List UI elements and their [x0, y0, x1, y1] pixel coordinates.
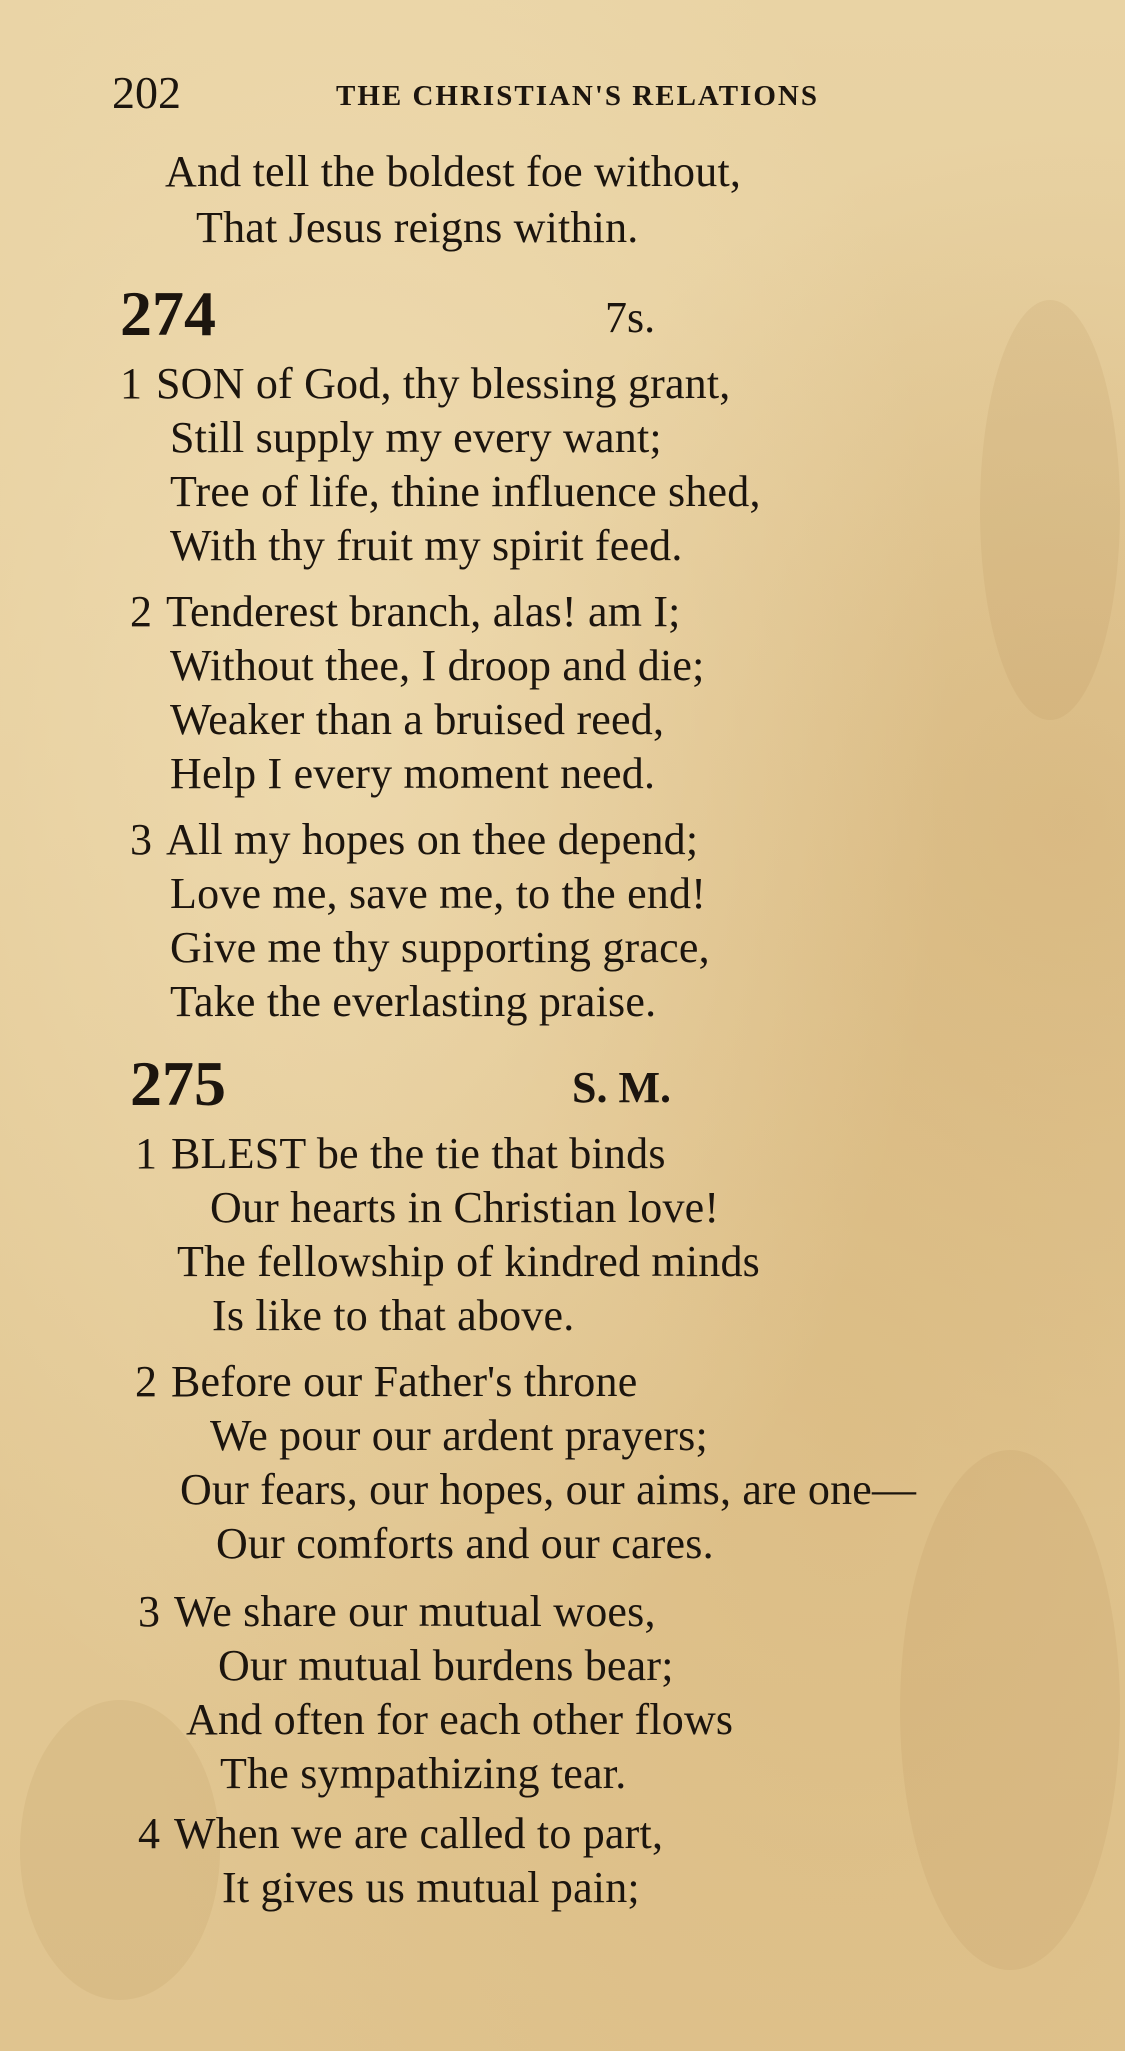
verse-line: Our mutual burdens bear;	[218, 1641, 674, 1690]
running-title: THE CHRISTIAN'S RELATIONS	[336, 80, 819, 112]
hymn-meter: S. M.	[572, 1063, 671, 1112]
hymn-number: 275	[130, 1048, 226, 1119]
verse-number: 4	[138, 1809, 161, 1858]
verse-line: BLEST be the tie that binds	[171, 1129, 666, 1178]
paper-stain	[900, 1450, 1120, 1970]
verse-line: And often for each other flows	[186, 1695, 734, 1744]
verse-line: Still supply my every want;	[170, 413, 662, 462]
hymn-number: 274	[120, 278, 216, 349]
verse-number: 1	[120, 359, 143, 408]
verse-line: Is like to that above.	[212, 1291, 575, 1340]
verse-line: Weaker than a bruised reed,	[170, 695, 665, 744]
verse-number: 2	[130, 587, 153, 636]
verse-line: Tenderest branch, alas! am I;	[166, 587, 681, 636]
verse-line: Before our Father's throne	[171, 1357, 638, 1406]
verse-first-line	[130, 815, 699, 864]
verse-line: Our fears, our hopes, our aims, are one—	[180, 1465, 917, 1514]
verse-line: When we are called to part,	[174, 1809, 664, 1858]
paper-stain	[980, 300, 1120, 720]
verse-line: Our comforts and our cares.	[216, 1519, 714, 1568]
verse-line: Give me thy supporting grace,	[170, 923, 710, 972]
verse-line: SON of God, thy blessing grant,	[156, 359, 731, 408]
verse-line: The fellowship of kindred minds	[177, 1237, 760, 1286]
verse-line: All my hopes on thee depend;	[166, 815, 699, 864]
verse-number: 3	[138, 1587, 161, 1636]
verse-first-line	[120, 359, 731, 408]
hymn-meter: 7s.	[605, 293, 656, 342]
page-number: 202	[112, 67, 181, 118]
verse-line: Love me, save me, to the end!	[170, 869, 707, 918]
verse-line: We share our mutual woes,	[174, 1587, 656, 1636]
verse-line: The sympathizing tear.	[220, 1749, 627, 1798]
verse-first-line	[138, 1809, 664, 1858]
verse-first-line	[135, 1129, 666, 1178]
verse-line: Take the everlasting praise.	[170, 977, 657, 1026]
verse-line: With thy fruit my spirit feed.	[170, 521, 683, 570]
carryover-line: And tell the boldest foe without,	[165, 147, 742, 196]
verse-line: Tree of life, thine influence shed,	[170, 467, 761, 516]
verse-line: Our hearts in Christian love!	[210, 1183, 720, 1232]
verse-number: 1	[135, 1129, 158, 1178]
verse-line: It gives us mutual pain;	[222, 1863, 640, 1912]
verse-first-line	[130, 587, 681, 636]
verse-number: 3	[130, 815, 153, 864]
verse-first-line	[135, 1357, 638, 1406]
carryover-line: That Jesus reigns within.	[196, 203, 639, 252]
verse-first-line	[138, 1587, 656, 1636]
verse-line: Help I every moment need.	[170, 749, 656, 798]
verse-number: 2	[135, 1357, 158, 1406]
verse-line: We pour our ardent prayers;	[210, 1411, 708, 1460]
verse-line: Without thee, I droop and die;	[170, 641, 705, 690]
